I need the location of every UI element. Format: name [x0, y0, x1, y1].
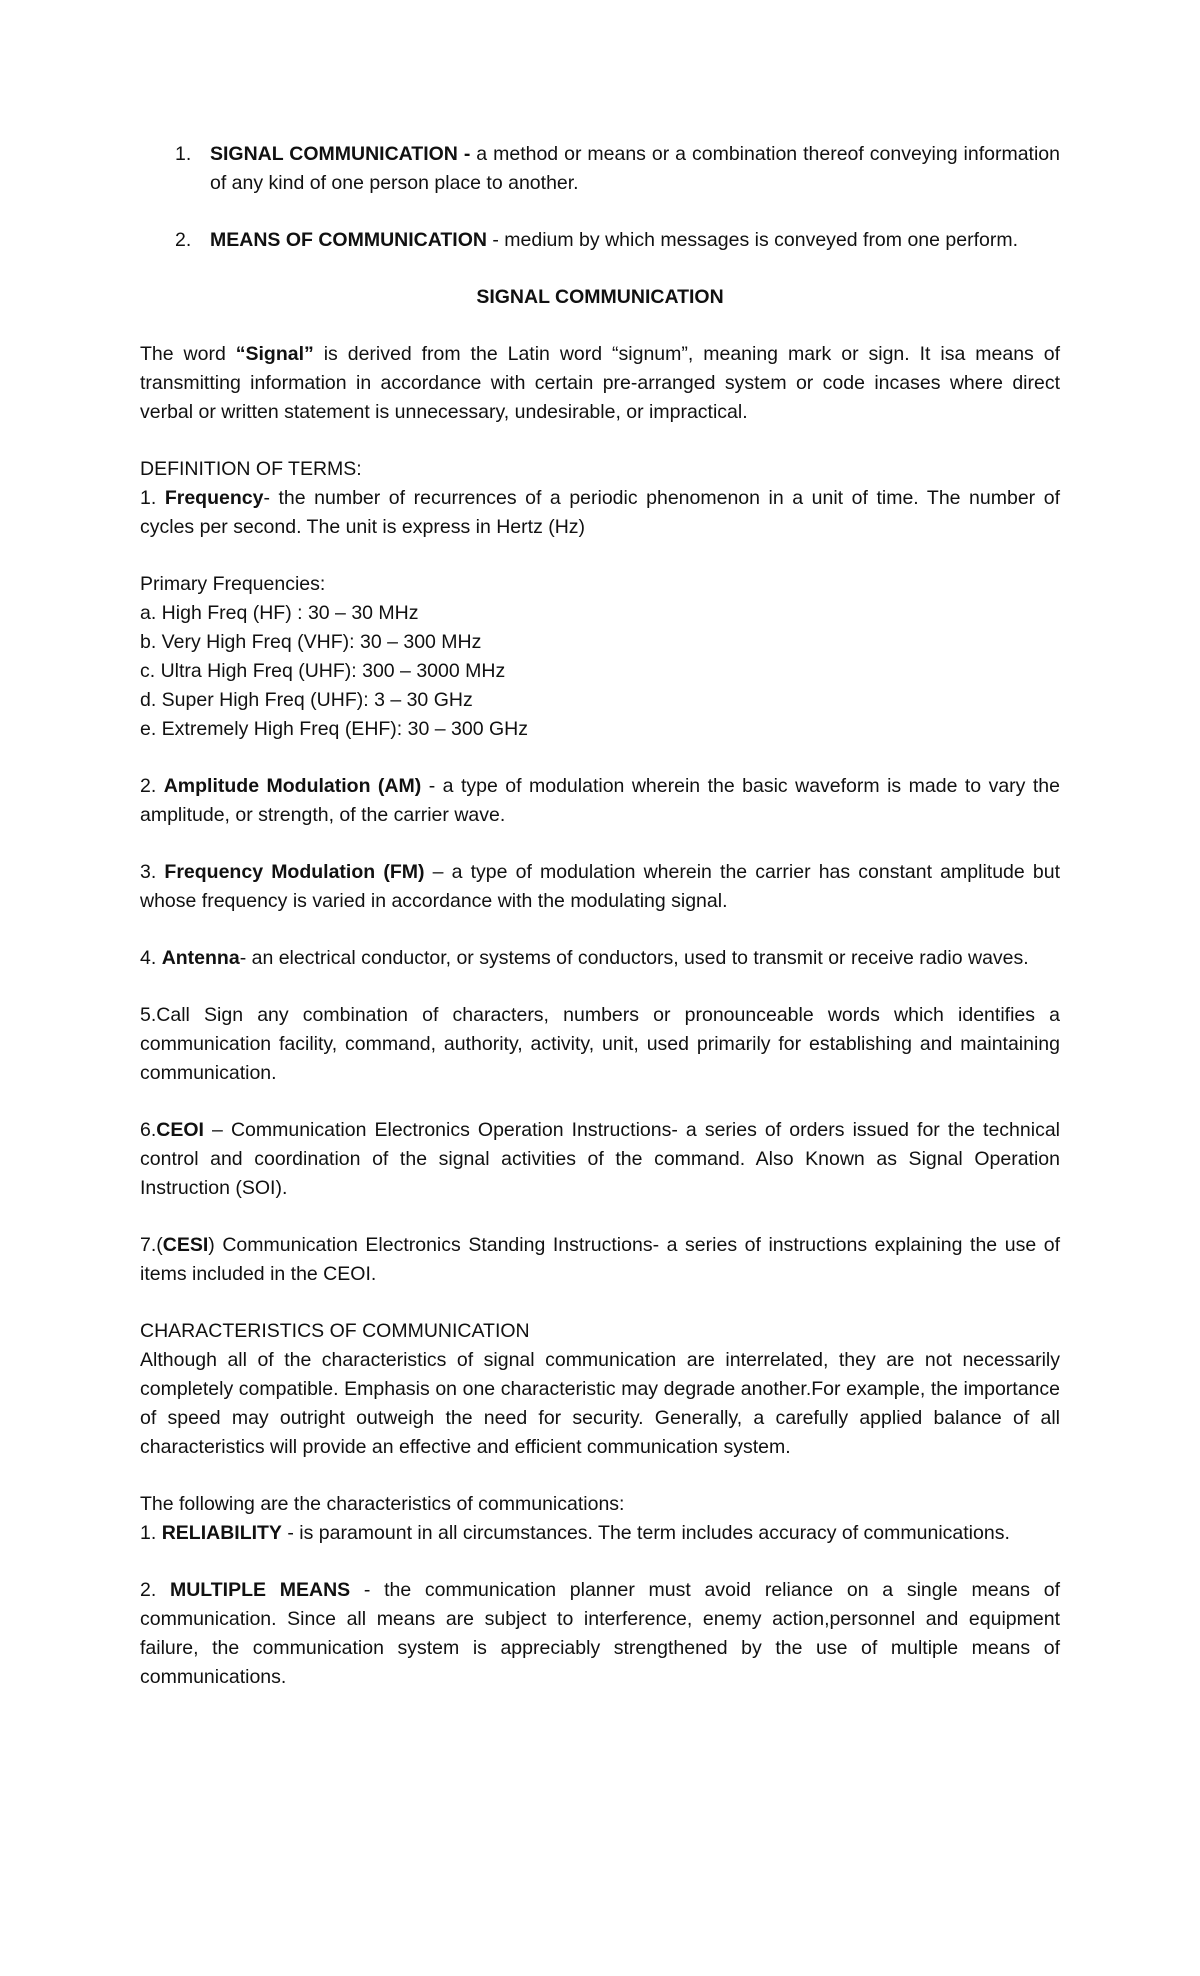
definition-antenna: 4. Antenna- an electrical conductor, or systems of conductors, used to transmit or receive radio waves.	[140, 947, 1029, 969]
definition-text: - medium by which messages is conveyed from one perform.	[486, 229, 1018, 251]
section-title: SIGNAL COMMUNICATION	[476, 286, 724, 308]
frequency-item: b. Very High Freq (VHF): 30 – 300 MHz	[140, 631, 482, 653]
intro-paragraph: The word “Signal” is derived from the Latin word “signum”, meaning mark or sign. It isa means of transmitting information in accordance with certain pre-arranged system or code incases where direct verbal or written statement is unnecessary, undesirable, or impractical.	[140, 343, 1060, 423]
term: MULTIPLE MEANS	[169, 1579, 351, 1601]
term: RELIABILITY	[161, 1522, 282, 1544]
definition-cesi: 7.(CESI) Communication Electronics Standing Instructions- a series of instructions explaining the use of items included in the CEOI.	[140, 1234, 1060, 1285]
characteristics-paragraph: Although all of the characteristics of signal communication are interrelated, they are not necessarily completely compatible. Emphasis on one characteristic may degrade another.For example, the importance of speed may outright outweigh the need for security. Generally, a carefully applied balance of all characteristics will provide an effective and efficient communication system.	[140, 1349, 1060, 1458]
list-number: 2.	[175, 229, 192, 251]
term: CESI	[162, 1234, 209, 1256]
list-number: 1.	[175, 143, 192, 165]
frequency-item: d. Super High Freq (UHF): 3 – 30 GHz	[140, 689, 473, 711]
definition-call-sign: 5.Call Sign any combination of characters, numbers or pronounceable words which identifies a communication facility, command, authority, activity, unit, used primarily for establishing and maintaining communication.	[140, 1004, 1060, 1084]
characteristics-heading: CHARACTERISTICS OF COMMUNICATION	[140, 1320, 530, 1342]
term: Frequency Modulation (FM)	[164, 861, 425, 883]
following-heading: The following are the characteristics of communications:	[140, 1493, 625, 1515]
top-definitions-list	[140, 140, 1060, 255]
definition-ceoi: 6.CEOI – Communication Electronics Operation Instructions- a series of orders issued for the technical control and coordination of the signal activities of the command. Also Known as Signal Operation Instruction (SOI).	[140, 1119, 1060, 1199]
characteristic-multiple-means: 2. MULTIPLE MEANS - the communication planner must avoid reliance on a single means of communication. Since all means are subject to interference, enemy action,personnel and equipment failure, the communication system is appreciably strengthened by the use of multiple means of communications.	[140, 1579, 1060, 1688]
frequency-item: a. High Freq (HF) : 30 – 30 MHz	[140, 602, 419, 624]
term: Frequency	[164, 487, 264, 509]
definition-fm: 3. Frequency Modulation (FM) – a type of modulation wherein the carrier has constant amplitude but whose frequency is varied in accordance with the modulating signal.	[140, 861, 1060, 912]
term: “Signal”	[235, 343, 314, 365]
characteristics-section	[140, 1317, 1060, 1462]
definitions-section	[140, 455, 1060, 542]
term: Antenna	[161, 947, 240, 969]
definition-am: 2. Amplitude Modulation (AM) - a type of modulation wherein the basic waveform is made to vary the amplitude, or strength, of the carrier wave.	[140, 775, 1060, 826]
term: SIGNAL COMMUNICATION -	[210, 143, 471, 165]
list-item	[140, 140, 1060, 198]
definition-frequency: 1. Frequency- the number of recurrences of a periodic phenomenon in a unit of time. The number of cycles per second. The unit is express in Hertz (Hz)	[140, 487, 1060, 538]
definition-text: a method or means or a combination thereof conveying information of any kind of one person place to another.	[210, 143, 1060, 194]
term: Amplitude Modulation (AM)	[163, 775, 422, 797]
frequency-item: e. Extremely High Freq (EHF): 30 – 300 GHz	[140, 718, 528, 740]
definitions-heading: DEFINITION OF TERMS:	[140, 458, 362, 480]
frequency-item: c. Ultra High Freq (UHF): 300 – 3000 MHz	[140, 660, 506, 682]
primary-frequencies-heading: Primary Frequencies:	[140, 573, 326, 595]
characteristic-reliability: 1. RELIABILITY - is paramount in all circumstances. The term includes accuracy of communications.	[140, 1522, 1010, 1544]
term: MEANS OF COMMUNICATION	[210, 229, 487, 251]
characteristics-list	[140, 1490, 1060, 1548]
primary-frequencies	[140, 570, 1060, 744]
list-item	[140, 226, 1060, 255]
term: CEOI	[156, 1119, 204, 1141]
